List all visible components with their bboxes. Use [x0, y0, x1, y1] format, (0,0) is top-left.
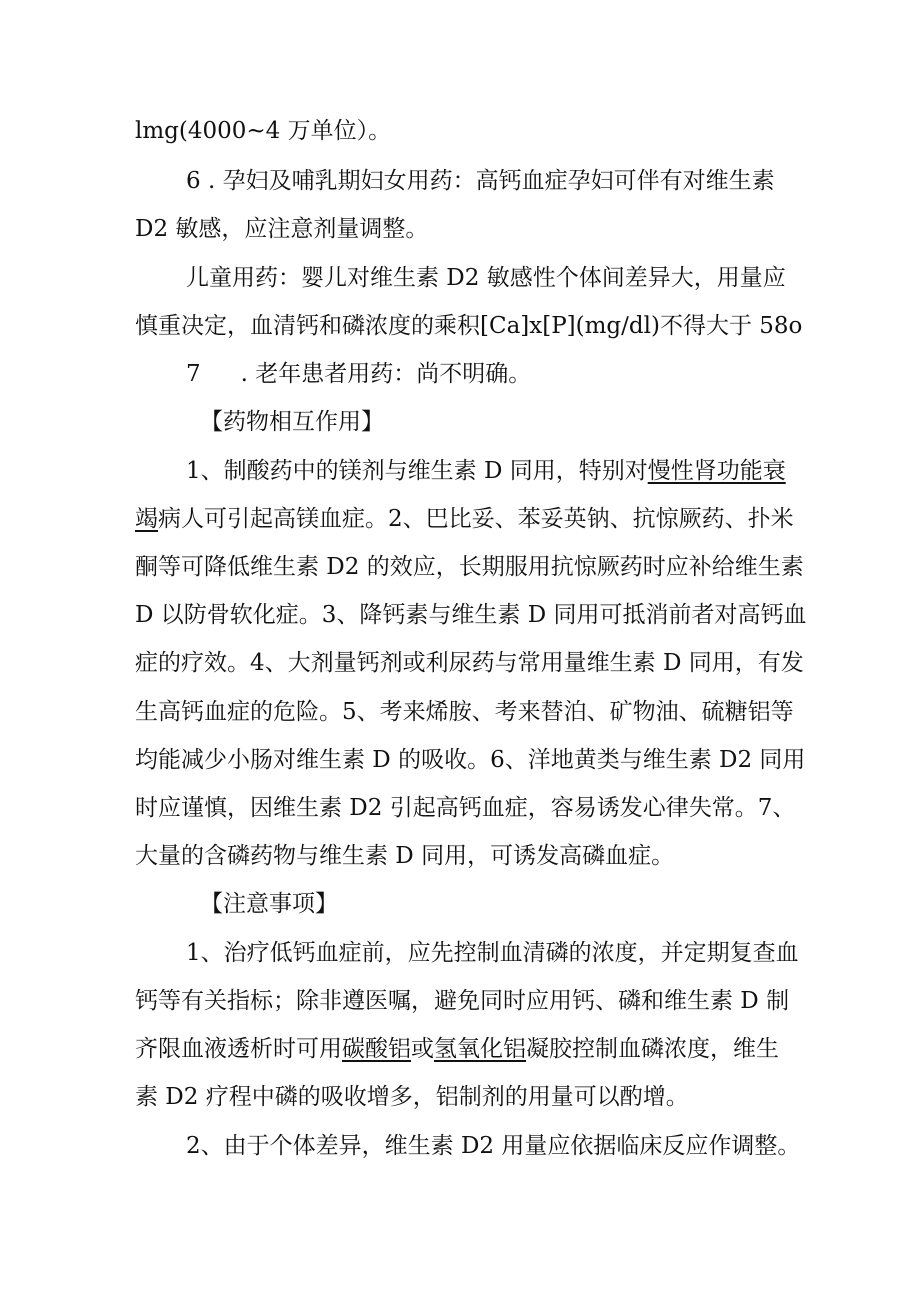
text-line-children-2: 慎重决定，血清钙和磷浓度的乘积[Ca]x[P](mg∕dl)不得大于 58o — [135, 313, 803, 339]
precautions-text: 凝胶控制血磷浓度，维生 — [526, 1036, 779, 1062]
text-line-interactions-7: 均能减少小肠对维生素 D 的吸收。6、洋地黄类与维生素 D2 同用 — [135, 747, 806, 773]
text-line-interactions-4: D 以防骨软化症。3、降钙素与维生素 D 同用可抵消前者对高钙血 — [135, 602, 807, 628]
text-line-interactions-8: 时应谨慎，因维生素 D2 引起高钙血症，容易诱发心律失常。7、 — [135, 795, 796, 821]
heading-precautions: 【注意事项】 — [200, 891, 338, 917]
precautions-text: 齐限血液透析时可用 — [135, 1036, 342, 1062]
text-line-interactions-1 — [186, 456, 846, 486]
link-chronic-renal-failure[interactable]: 慢性肾功能衰 — [647, 458, 786, 484]
text-line-interactions-5: 症的疗效。4、大剂量钙剂或利尿药与常用量维生素 D 同用，有发 — [135, 650, 804, 676]
text-line-precautions-2: 钙等有关指标；除非遵医嘱，避免同时应用钙、磷和维生素 D 制 — [135, 988, 790, 1014]
text-line-precautions-4: 素 D2 疗程中磷的吸收增多，铝制剂的用量可以酌增。 — [135, 1084, 689, 1110]
link-chronic-renal-failure-cont[interactable]: 竭 — [135, 506, 158, 532]
text-line-dosage-fragment: lmg(4000~4 万单位）。 — [135, 118, 392, 144]
text-line-children-1: 儿童用药：婴儿对维生素 D2 敏感性个体间差异大，用量应 — [186, 265, 786, 291]
elderly-text: . 老年患者用药：尚不明确。 — [240, 361, 532, 387]
text-line-interactions-6: 生高钙血症的危险。5、考来烯胺、考来替泊、矿物油、硫糖铝等 — [135, 699, 794, 725]
text-line-pregnancy-2: D2 敏感，应注意剂量调整。 — [135, 216, 429, 242]
text-line-precautions-5: 2、由于个体差异，维生素 D2 用量应依据临床反应作调整。 — [186, 1133, 801, 1159]
text-line-interactions-2 — [135, 504, 795, 534]
section-number-7: 7 — [186, 361, 201, 387]
precautions-text: 或 — [411, 1036, 434, 1062]
text-line-interactions-3: 酮等可降低维生素 D2 的效应，长期服用抗惊厥药时应补给维生素 — [135, 554, 804, 580]
text-line-precautions-1: 1、治疗低钙血症前，应先控制血清磷的浓度，并定期复查血 — [186, 940, 799, 966]
text-line-pregnancy-1: 6 . 孕妇及哺乳期妇女用药：高钙血症孕妇可伴有对维生素 — [186, 168, 775, 194]
interactions-text: 病人可引起高镁血症。2、巴比妥、苯妥英钠、抗惊厥药、扑米 — [158, 506, 794, 532]
interactions-text: 1、制酸药中的镁剂与维生素 D 同用，特别对 — [186, 458, 648, 484]
link-aluminum-carbonate[interactable]: 碳酸铝 — [342, 1036, 411, 1062]
text-line-elderly — [186, 359, 846, 389]
text-line-interactions-9: 大量的含磷药物与维生素 D 同用，可诱发高磷血症。 — [135, 843, 675, 869]
text-line-precautions-3 — [135, 1034, 795, 1064]
link-aluminum-hydroxide[interactable]: 氢氧化铝 — [434, 1036, 526, 1062]
heading-drug-interactions: 【药物相互作用】 — [200, 409, 384, 435]
